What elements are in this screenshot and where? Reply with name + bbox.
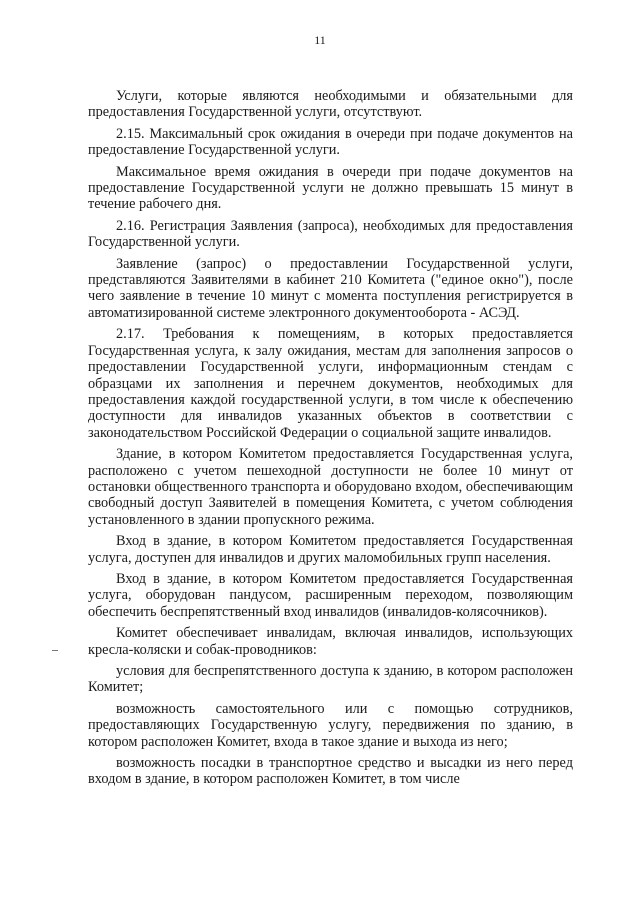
list-item: возможность посадки в транспортное средство и высадки из него перед входом в здание, в котором расположен Комитет, в том числе bbox=[88, 755, 573, 788]
paragraph: Вход в здание, в котором Комитетом предоставляется Государственная услуга, доступен для инвалидов и других маломобильных групп населения. bbox=[88, 533, 573, 566]
section-heading-2-16: 2.16. Регистрация Заявления (запроса), необходимых для предоставления Государственной услуги. bbox=[88, 217, 573, 251]
list-item: возможность самостоятельного или с помощью сотрудников, предоставляющих Государственную услугу, передвижения по зданию, в котором расположен Комитет, входа в такое здание и выхода из него; bbox=[88, 700, 573, 750]
paragraph: Услуги, которые являются необходимыми и обязательными для предоставления Государственной услуги, отсутствуют. bbox=[88, 88, 573, 121]
paragraph: Максимальное время ожидания в очереди при подаче документов на предоставление Государственной услуги не должно превышать 15 минут в течение рабочего дня. bbox=[88, 163, 573, 213]
section-heading-2-17: 2.17. Требования к помещениям, в которых предоставляется Государственная услуга, к залу ожидания, местам для заполнения запросов о предоставлении Государственной услуги, информационным стендам с образцами их заполнения и перечнем документов, необходимых для предоставления каждой государственной услуги, в том числе к обеспечению доступности для инвалидов указанных объектов в соответствии с законодательством Российской Федерации о социальной защите инвалидов. bbox=[88, 326, 573, 441]
paragraph: Вход в здание, в котором Комитетом предоставляется Государственная услуга, оборудован пандусом, расширенным переходом, позволяющим обеспечить беспрепятственный вход инвалидов (инвалидов-колясочников). bbox=[88, 570, 573, 620]
margin-mark bbox=[52, 650, 58, 651]
list-item: условия для беспрепятственного доступа к зданию, в котором расположен Комитет; bbox=[88, 663, 573, 696]
section-heading-2-15: 2.15. Максимальный срок ожидания в очереди при подаче документов на предоставление Государственной услуги. bbox=[88, 125, 573, 159]
paragraph: Комитет обеспечивает инвалидам, включая инвалидов, использующих кресла-коляски и собак-проводников: bbox=[88, 625, 573, 658]
document-body bbox=[88, 88, 573, 793]
paragraph: Здание, в котором Комитетом предоставляется Государственная услуга, расположено с учетом пешеходной доступности не более 10 минут от остановки общественного транспорта и оборудовано входом, обеспечивающим свободный доступ Заявителей в помещения Комитета, с учетом соблюдения установленного в здании пропускного режима. bbox=[88, 446, 573, 528]
page-number: 11 bbox=[314, 33, 326, 47]
paragraph: Заявление (запрос) о предоставлении Государственной услуги, представляются Заявителями в кабинет 210 Комитета ("единое окно"), после чего заявление в течение 10 минут с момента поступления регистрируется в автоматизированной системе электронного документооборота - АСЭД. bbox=[88, 255, 573, 321]
